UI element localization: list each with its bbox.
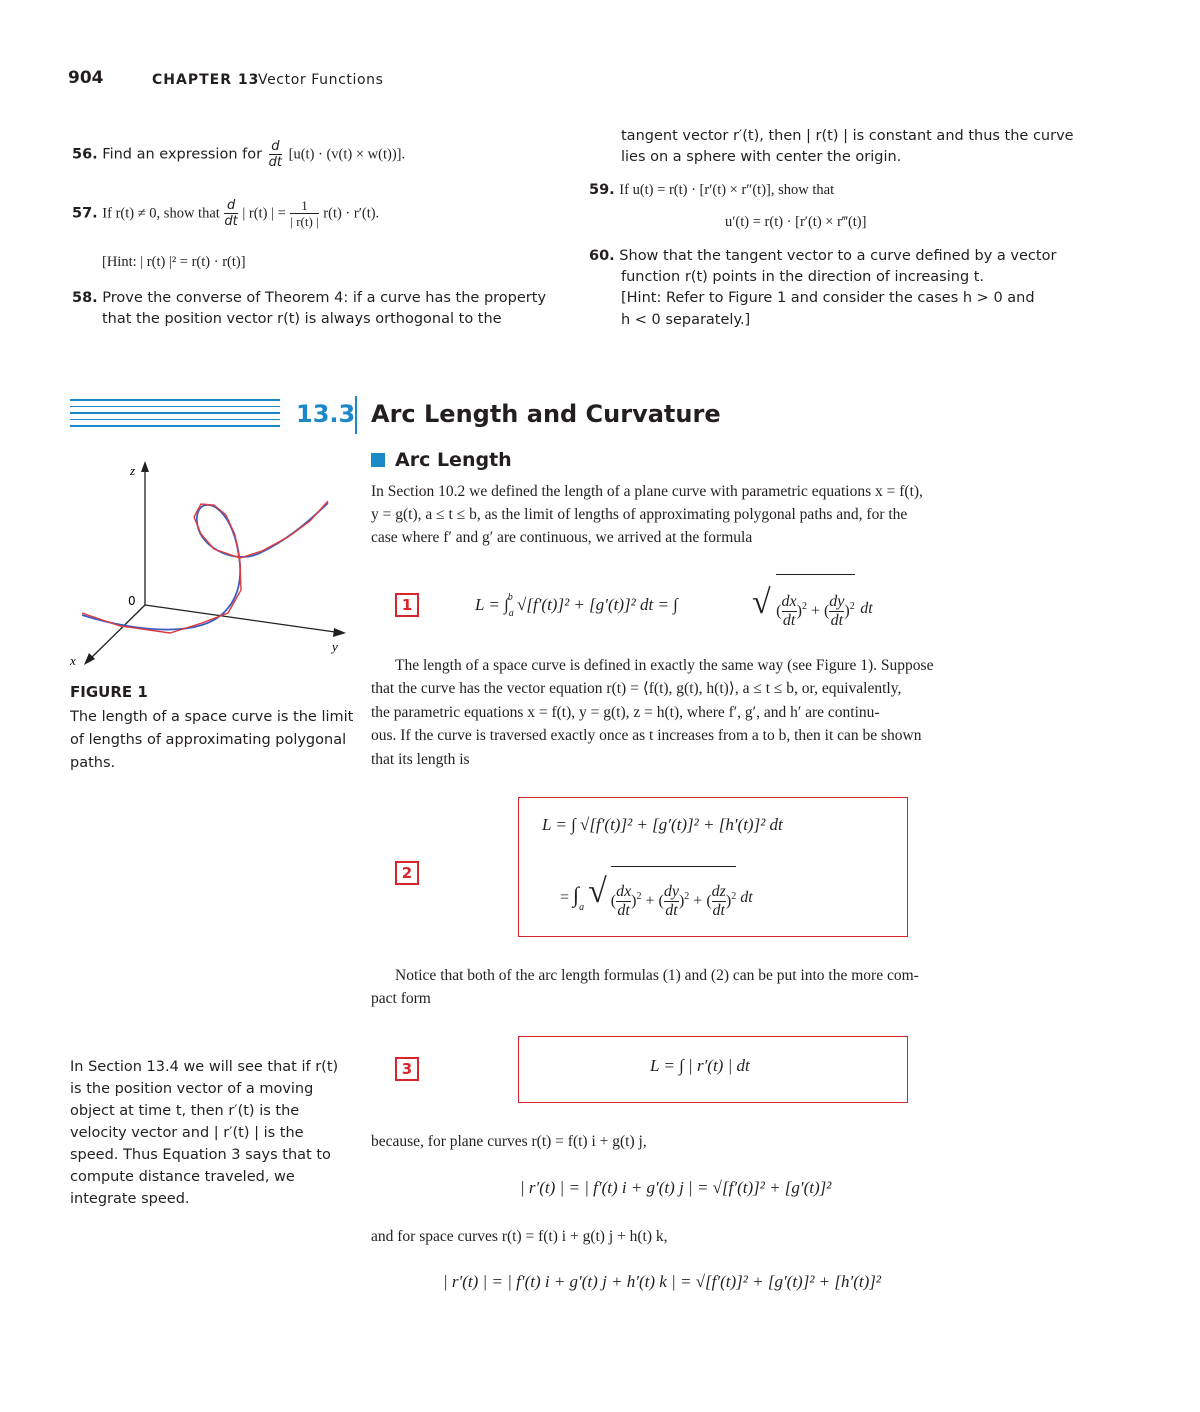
exercise-56: 56. Find an expression for $\frac{d}{dt}$ [u(t) · (v(t) × w(t))]. (72, 139, 406, 170)
space-curve (82, 503, 328, 630)
exercise-59-formula: u′(t) = r(t) · [r′(t) × r‴(t)] (725, 214, 867, 230)
x-axis-label: x (70, 653, 76, 668)
equation-2-line2: = $\int_a$ √ ( $\frac{dx}{dt}$ )$^2$ + ( $\frac{dy}{dt}$ )$^2$ + ( $\frac{dz}{dt}$ )$^2$ dt (560, 862, 753, 938)
chapter-title: Vector Functions (258, 72, 384, 88)
equation-1-radical: √ ( $\frac{dx}{dt}$ )$^2$ + ( $\frac{dy}{dt}$ )$^2$ dt (752, 573, 873, 642)
page-number: 904 (68, 68, 104, 88)
section-rule-decoration (70, 399, 280, 433)
paragraph-3-line2: pact form (371, 990, 431, 1007)
z-axis-label: z (130, 463, 136, 478)
sidenote-line2: is the position vector of a moving (70, 1081, 314, 1097)
equation-1-number: 1 (395, 593, 419, 617)
chapter-label: CHAPTER 13 (152, 72, 260, 88)
derivative-fraction: $\frac{d}{dt}$ (268, 139, 283, 170)
sidenote-line7: integrate speed. (70, 1191, 190, 1207)
exercise-number: 56. (72, 146, 98, 163)
exercise-58: 58. Prove the converse of Theorem 4: if a curve has the property (72, 290, 547, 306)
sidenote-line1: In Section 13.4 we will see that if r(t) (70, 1059, 339, 1075)
exercise-57-hint: [Hint: | r(t) |² = r(t) · r(t)] (102, 254, 246, 270)
section-title: Arc Length and Curvature (371, 400, 721, 428)
section-divider (355, 396, 357, 434)
x-axis (88, 605, 145, 661)
equation-2-line1: L = ∫ √[f′(t)]² + [g′(t)]² + [h′(t)]² dt (542, 815, 783, 834)
paragraph-2-line4: ous. If the curve is traversed exactly once as t increases from a to b, then it can be shown (371, 727, 922, 744)
exercise-58-line4: lies on a sphere with center the origin. (621, 149, 902, 165)
paragraph-4: because, for plane curves r(t) = f(t) i + g(t) j, (371, 1133, 647, 1150)
subheading-square-icon (371, 453, 385, 467)
figure-caption-line2: of lengths of approximating polygonal (70, 732, 347, 748)
y-axis-label: y (332, 639, 338, 654)
paragraph-3-line1: Notice that both of the arc length formulas (1) and (2) can be put into the more com- (395, 967, 919, 984)
figure-1-space-curve (60, 455, 360, 675)
plane-curve-equation: | r′(t) | = | f′(t) i + g′(t) j | = √[f′(t)]² + [g′(t)]² (520, 1178, 832, 1197)
equation-1: $L = \int_a^b$ √[f′(t)]² + [g′(t)]² dt = ∫ (475, 592, 678, 619)
sidenote-line6: compute distance traveled, we (70, 1169, 295, 1185)
exercise-60-line3: [Hint: Refer to Figure 1 and consider the cases h > 0 and (621, 290, 1035, 306)
paragraph-5: and for space curves r(t) = f(t) i + g(t) j + h(t) k, (371, 1228, 668, 1245)
paragraph-2-line5: that its length is (371, 751, 470, 768)
paragraph-2-line3: the parametric equations x = f(t), y = g(t), z = h(t), where f′, g′, and h′ are continu- (371, 704, 880, 721)
exercise-58-line3: tangent vector r′(t), then | r(t) | is constant and thus the curve (621, 128, 1074, 144)
x-axis-arrow (84, 653, 95, 665)
paragraph-2-line2: that the curve has the vector equation r(t) = ⟨f(t), g(t), h(t)⟩, a ≤ t ≤ b, or, equivalently, (371, 680, 902, 697)
y-axis-arrow (333, 628, 346, 637)
equation-3: L = ∫ | r′(t) | dt (650, 1056, 750, 1075)
figure-label: FIGURE 1 (70, 683, 148, 701)
section-number: 13.3 (296, 400, 356, 428)
z-axis-arrow (141, 461, 149, 472)
sidenote-line5: speed. Thus Equation 3 says that to (70, 1147, 331, 1163)
exercise-60: 60. Show that the tangent vector to a curve defined by a vector (589, 248, 1057, 264)
exercise-57: 57. If r(t) ≠ 0, show that $\frac{d}{dt}$ | r(t) | = $\frac{1}{| r(t) |}$ r(t) · r′(t). (72, 198, 380, 229)
sidenote-line3: object at time t, then r′(t) is the (70, 1103, 300, 1119)
equation-2-number: 2 (395, 861, 419, 885)
paragraph-1-line2: y = g(t), a ≤ t ≤ b, as the limit of lengths of approximating polygonal paths and, for the (371, 506, 908, 523)
exercise-60-line4: h < 0 separately.] (621, 312, 751, 328)
exercise-60-line2: function r(t) points in the direction of increasing t. (621, 269, 985, 285)
figure-caption-line1: The length of a space curve is the limit (70, 709, 354, 725)
figure-caption-line3: paths. (70, 755, 116, 771)
paragraph-1-line3: case where f′ and g′ are continuous, we arrived at the formula (371, 529, 753, 546)
subheading: Arc Length (395, 449, 512, 471)
origin-label: 0 (128, 594, 136, 608)
space-curve-equation: | r′(t) | = | f′(t) i + g′(t) j + h′(t) k | = √[f′(t)]² + [g′(t)]² + [h′(t)]² (443, 1272, 881, 1291)
paragraph-2-line1: The length of a space curve is defined in exactly the same way (see Figure 1). Suppose (395, 657, 934, 674)
paragraph-1-line1: In Section 10.2 we defined the length of a plane curve with parametric equations x = f(t), (371, 483, 923, 500)
exercise-59: 59. If u(t) = r(t) · [r′(t) × r″(t)], show that (589, 182, 835, 198)
sidenote-line4: velocity vector and | r′(t) | is the (70, 1125, 304, 1141)
equation-3-number: 3 (395, 1057, 419, 1081)
exercise-58-line2: that the position vector r(t) is always orthogonal to the (102, 311, 502, 327)
